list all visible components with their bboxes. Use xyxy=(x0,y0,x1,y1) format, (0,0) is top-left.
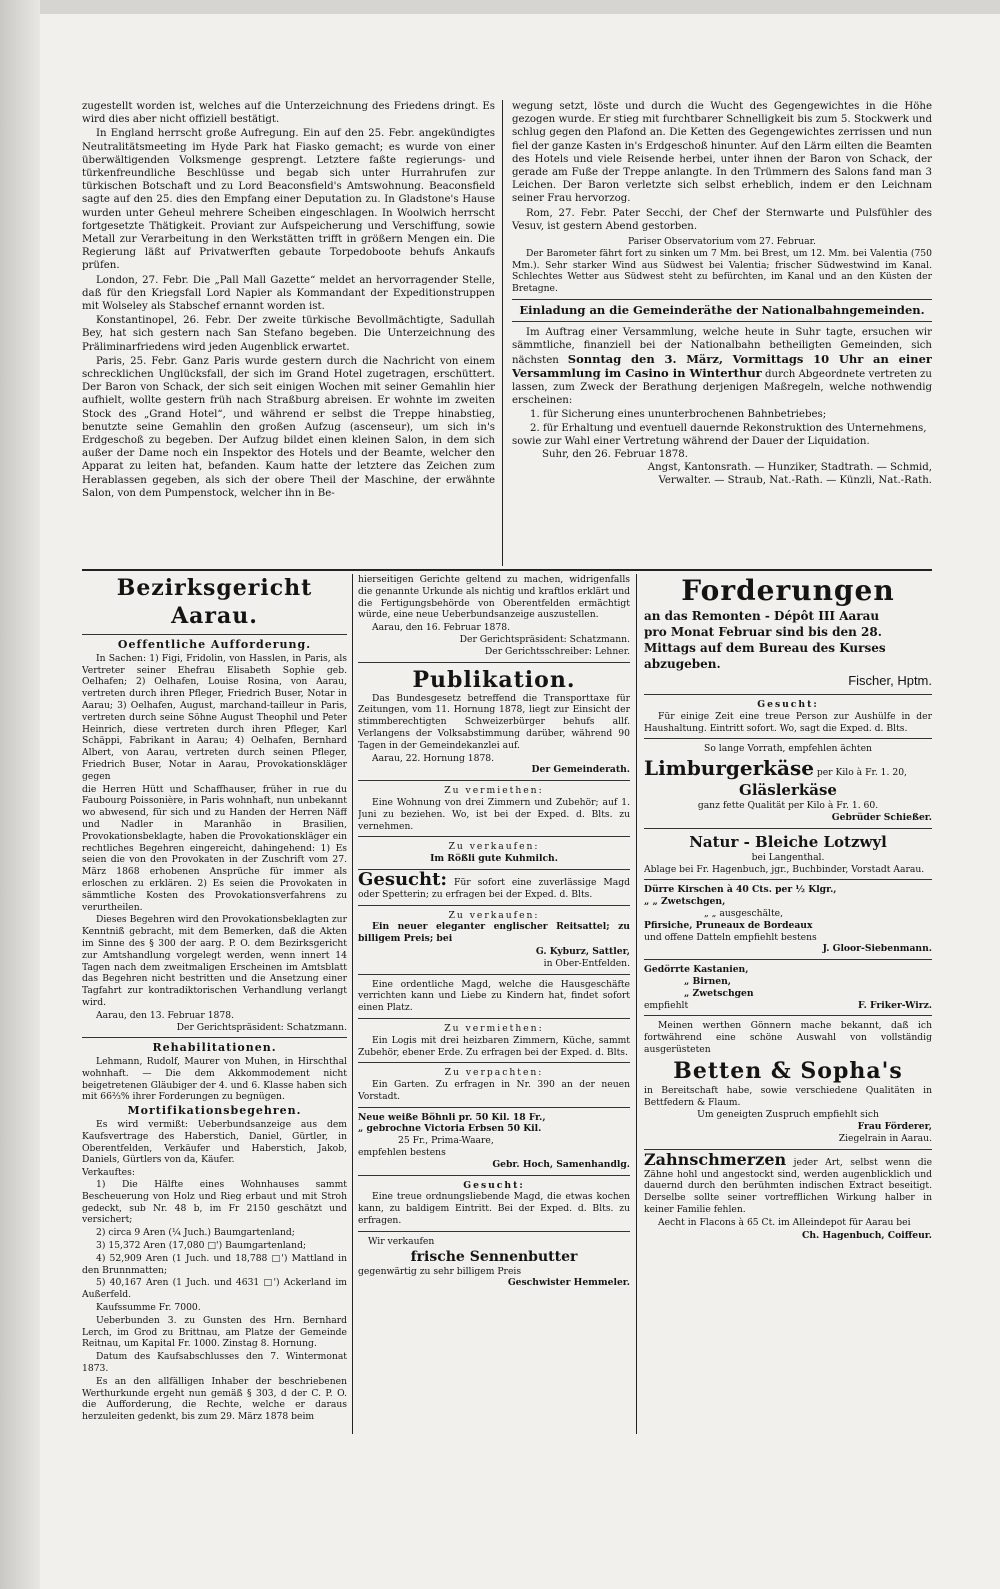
court-text: In Sachen: 1) Figi, Fridolin, von Hasslen, in Paris, als Vertreter seiner Ehefrau Elisabeth Sophie geb. Oelhafen; 2) Oelhafen, Louise Rosina, von Aarau, vertreten durch ihren Pfleger, Friedrich Buser, Notar in Aarau; 3) Oelhafen, August, marchand-tailleur in Paris, vertreten durch seine Söhne August Theophil und Peter Heinrich, diese vertreten durch ihren Pfleger, Karl Schäppi, Fabrikant in Aarau; 4) Oelhafen, Bernhard Albert, von Aarau, vertreten durch seinen Pfleger, Friedrich Buser, Notar in Aarau, Provokationskläger gegen xyxy=(82,652,347,782)
ad-heading: Gesucht: xyxy=(757,699,819,710)
ad-signature: Ziegelrain in Aarau. xyxy=(838,1132,932,1144)
news-paragraph: London, 27. Febr. Die „Pall Mall Gazette“ meldet an hervorragender Stelle, daß für den Kriegsfall Lord Napier als Kommandant der Expeditionstruppen mit Wolseley als Stabschef ernannt worden ist. xyxy=(82,274,495,313)
court-text: Es wird vermißt: Ueberbundsanzeige aus dem Kaufsvertrage des Haberstich, Daniel, Gürtler, in Oberentfelden, Verkäufer und Haberstich, Jakob, Daniels, Gürtlers von da, Käufer. xyxy=(82,1119,347,1166)
invitation-item: 2. für Erhaltung und eventuell dauernde Rekonstruktion des Unternehmens, xyxy=(530,422,927,434)
forderungen-title: Forderungen xyxy=(681,574,895,607)
ad-line: „ Birnen, xyxy=(684,975,731,987)
ad-signature: Geschwister Hemmeler. xyxy=(507,1277,630,1289)
ad-line: Wir verkaufen xyxy=(368,1235,435,1247)
court-item: 2) circa 9 Aren (¼ Juch.) Baumgartenland; xyxy=(96,1227,295,1239)
invitation-body3: sowie zur Wahl einer Vertretung während der Dauer der Liquidation. xyxy=(512,435,870,447)
section-divider xyxy=(82,569,932,571)
news-paragraph: In England herrscht große Aufregung. Ein auf den 25. Febr. angekündigtes Neutralitätsmeeting im Hyde Park hat Fiasko gemacht; es wurde von einer überwältigenden Volksmenge gesprengt. Letztere faßte regierungs- und türkenfreundliche Beschlüsse und begab sich unter Hurrahrufen zur türkischen Botschaft und zu Lord Beaconsfield's Amtswohnung. Beaconsfield sagte auf den 25. dies den Empfang einer Deputation zu. In Gladstone's Hause wurden unter Geheul mehrere Scheiben eingeschlagen. In Woolwich herrscht fortgesetzte Thätigkeit. Proviant zur Aufspeicherung und Verschiffung, sowie Metall zur Verarbeitung in den Werkstätten trifft in größern Mengen ein. Die Regierung läßt auf Privatwerften gebaute Torpedoboote behufs Ankaufs prüfen. xyxy=(82,128,495,272)
ad-signature: J. Gloor-Siebenmann. xyxy=(822,943,932,955)
ad-text: Eine ordentliche Magd, welche die Hausgeschäfte verrichten kann und Liebe zu Kindern hat, findet sofort einen Platz. xyxy=(358,978,630,1014)
middle-column xyxy=(358,574,630,1434)
divider xyxy=(358,1231,630,1232)
ad-text: Eine Wohnung von drei Zimmern und Zubehör; auf 1. Juni zu beziehen. Wo, ist bei der Exped. d. Blts. zu vernehmen. xyxy=(358,796,630,832)
forderungen-line: pro Monat Februar sind bis den 28. xyxy=(644,625,882,639)
divider xyxy=(358,836,630,837)
column-divider xyxy=(636,574,637,1434)
ad-text: Ablage bei Fr. Hagenbuch, jgr., Buchbinder, Vorstadt Aarau. xyxy=(644,863,925,875)
court-item: 5) 40,167 Aren (1 Juch. und 4631 □') Ackerland im Außerfeld. xyxy=(82,1277,347,1301)
ad-line: 25 Fr., Prima-Waare, xyxy=(398,1135,494,1147)
divider xyxy=(644,694,932,695)
ad-line: per Kilo à Fr. 1. 20, xyxy=(816,767,907,779)
invitation-signatures: Angst, Kantonsrath. — Hunziker, Stadtrath. — Schmid, xyxy=(647,462,932,474)
ads-column-right xyxy=(644,574,932,1444)
ad-signature: Gebrüder Schießer. xyxy=(831,811,932,823)
court-item: 4) 52,909 Aren (1 Juch. und 18,788 □') Mattland in den Brunnmatten; xyxy=(82,1252,347,1276)
court-signature: Der Gerichtspräsident: Schatzmann. xyxy=(459,633,630,645)
news-column-left xyxy=(82,100,495,562)
observatory-title: Pariser Observatorium vom 27. Februar. xyxy=(628,236,816,248)
court-date: Aarau, den 16. Februar 1878. xyxy=(372,622,511,634)
court-text: Es an den allfälligen Inhaber der beschriebenen Werthurkunde ergeht nun gemäß § 303, d der C. P. O. die Aufforderung, die Rechte, welche er daraus herzuleiten gedenkt, bis zum 29. März 1878 beim xyxy=(82,1375,347,1423)
news-column-right xyxy=(512,100,932,566)
ad-line: Dürre Kirschen à 40 Cts. per ½ Klgr., xyxy=(644,884,837,896)
natur-title: Natur - Bleiche Lotzwyl xyxy=(689,832,887,851)
divider xyxy=(358,1107,630,1108)
ad-heading: Zu vermiethen: xyxy=(444,785,544,797)
ad-line: „ gebrochne Victoria Erbsen 50 Kil. xyxy=(358,1123,542,1135)
court-item: 1) Die Hälfte eines Wohnhauses sammt Bescheuerung von Holz und Rieg erbaut und mit Stroh gedeckt, sub Nr. 48 b, im Fr 2150 geschätzt und versichert; xyxy=(82,1179,347,1226)
invitation-body: Im Auftrag einer Versammlung, welche heute in Suhr tagte, ersuchen wir sämmtliche, finanziell bei der Nationalbahn betheiligten Gemeinden, sich nächsten xyxy=(512,327,932,366)
divider xyxy=(82,1037,347,1038)
ad-signature: G. Kyburz, Sattler, xyxy=(535,945,630,957)
forderungen-line: Mittags auf dem Bureau des Kurses xyxy=(644,641,886,655)
divider xyxy=(358,974,630,975)
court-text: die Herren Hütt und Schaffhauser, früher in rue du Faubourg Poissonière, in Paris wohnhaft, nun unbekannt wo abwesend, für sich und zu Handen der Herren Näff und Nadler in Maranhão in Brasilien, Provokationsbeklagte, haben die Provokationskläger ein rechtliches Begehren eingereicht, dahingehend: 1) Es seien die von den Provokaten in der Zuschrift vom 27. März 1868 erhobenen Ansprüche für immer als erloschen zu erklären. 2) Es seien die Provokaten in sämmtliche Kosten des Provokationsverfahrens zu verurtheilen. xyxy=(82,783,347,913)
invitation-signatures: Verwalter. — Straub, Nat.-Rath. — Künzli, Nat.-Rath. xyxy=(658,475,932,487)
ad-line: empfiehlt xyxy=(644,999,689,1011)
ad-signature: Frau Förderer, xyxy=(857,1121,932,1133)
court-signature: Der Gerichtspräsident: Schatzmann. xyxy=(176,1021,347,1033)
news-paragraph: Konstantinopel, 26. Febr. Der zweite türkische Bevollmächtigte, Sadullah Bey, hat sich gestern nach San Stefano begeben. Die Unterzeichnung des Präliminarfriedens wird jeden Augenblick erwartet. xyxy=(82,315,495,353)
news-paragraph: zugestellt worden ist, welches auf die Unterzeichnung des Friedens dringt. Es wird dies aber nicht offiziell bestätigt. xyxy=(82,101,495,126)
court-text: Ueberbunden 3. zu Gunsten des Hrn. Bernhard Lerch, im Grod zu Brittnau, am Platze der Gemeinde Reitnau, um Kapital Fr. 1000. Zinstag 8. Hornung. xyxy=(82,1314,347,1350)
divider xyxy=(644,738,932,739)
court-continuation: hierseitigen Gerichte geltend zu machen, widrigenfalls die genannte Urkunde als nichtig und kraftlos erklärt und die Fertigungsbehörde von Oberentfelden ermächtigt würde, eine neue Ueberbundsanzeige auszustellen. xyxy=(358,574,630,621)
ad-line: So lange Vorrath, empfehlen ächten xyxy=(704,743,872,755)
ad-line: gegenwärtig zu sehr billigem Preis xyxy=(358,1265,522,1277)
ad-line: bei Langenthal. xyxy=(751,851,825,863)
court-text: Dieses Begehren wird den Provokationsbeklagten zur Kenntniß gebracht, mit dem Bemerken, daß die Akten im Sinne des § 300 der aarg. P. O. dem Bezirksgericht zur Amtshandlung vorgelegt werden, wenn innert 14 Tagen nach dem zweitmaligen Erscheinen im Amtsblatt das Begehren nicht bestritten und die Ansetzung einer Tagfahrt zur kontradiktorischen Verhandlung verlangt wird. xyxy=(82,914,347,1008)
ad-line: ganz fette Qualität per Kilo à Fr. 1. 60. xyxy=(697,800,879,812)
court-text: Verkauftes: xyxy=(82,1167,135,1179)
divider xyxy=(358,1018,630,1019)
ad-text: Für einige Zeit eine treue Person zur Aushülfe in der Haushaltung. Eintritt sofort. Wo, sagt die Exped. d. Blts. xyxy=(644,710,932,734)
forderungen-line: abzugeben. xyxy=(644,657,721,671)
betten-title: Betten & Sopha's xyxy=(673,1057,903,1084)
court-text: Lehmann, Rudolf, Maurer von Muhen, in Hirschthal wohnhaft. — Die dem Akkommodement nicht beigetretenen Gläubiger der 4. und 6. Klasse haben sich mit 66⅔% ihrer Forderungen zu begnügen. xyxy=(82,1056,347,1103)
divider xyxy=(644,879,932,880)
ad-text: Ein neuer eleganter englischer Reitsattel; zu billigem Preis; bei xyxy=(358,921,630,945)
divider xyxy=(358,780,630,781)
ad-line: „ „ ausgeschälte, xyxy=(704,907,784,919)
ad-line: empfehlen bestens xyxy=(358,1147,446,1159)
column-divider xyxy=(502,100,503,566)
divider xyxy=(644,959,932,960)
divider xyxy=(644,1015,932,1016)
ad-heading: Zu verkaufen: xyxy=(448,841,540,853)
news-paragraph: wegung setzt, löste und durch die Wucht des Gegengewichtes in die Höhe gezogen wurde. Er stieg mit furchtbarer Schnelligkeit bis zum 5. Stockwerk und schlug gegen den Plafond an. Die Ketten des Gegengewichtes zerrissen und nun fiel der ganze Kasten in's Erdgeschoß hinunter. Auf den Lärm eilten die Beamten des Hotels und viele Reisende herbei, unter ihnen der Baron von Schack, der gerade am Fuße der Treppe anlangte. In den Trümmern des Salons fand man 3 Leichen. Der Baron verletzte sich selbst erheblich, indem er den Leichnam seiner Frau hervorzog. xyxy=(512,101,932,205)
ad-heading: Zu verkaufen: xyxy=(448,909,540,921)
ad-text: Im Rößli gute Kuhmilch. xyxy=(430,853,558,865)
ad-signature: Gebr. Hoch, Samenhandlg. xyxy=(492,1158,630,1170)
news-paragraph: Paris, 25. Febr. Ganz Paris wurde gestern durch die Nachricht von einem schrecklichen Unglücksfall, der sich im Grand Hotel zugetragen, erschüttert. Der Baron von Schack, der sich seit einigen Wochen mit seiner Gemahlin hier aufhielt, wollte gestern früh nach Straßburg abreisen. Er wohnte im zweiten Stock des „Grand Hotel“, und während er selbst die Treppe hinabstieg, benutzte seine Gemahlin den großen Aufzug (ascenseur), um sich in's Erdgeschoß zu begeben. Der Aufzug bildet einen kleinen Salon, in dem sich außer der Dame noch ein Inspektor des Hotels und der Beamte, welcher den Apparat zu leiten hat, befanden. Kaum hatte der letztere das Zeichen zum Herablassen gegeben, als sich der obere Theil der Maschine, der erwähnte Salon, von dem Pumpenstock, welcher ihn in Be- xyxy=(82,355,495,499)
court-text: Kaufssumme Fr. 7000. xyxy=(96,1302,201,1314)
forderungen-signature: Fischer, Hptm. xyxy=(848,673,932,688)
court-item: 3) 15,372 Aren (17,080 □') Baumgartenland; xyxy=(96,1240,307,1252)
court-text: Datum des Kaufsabschlusses den 7. Wintermonat 1873. xyxy=(82,1351,347,1375)
column-divider xyxy=(352,574,353,1434)
ad-line: und offene Datteln empfiehlt bestens xyxy=(644,931,817,943)
ad-text: Ein Garten. Zu erfragen in Nr. 390 an der neuen Vorstadt. xyxy=(358,1079,630,1102)
court-title: Bezirksgericht Aarau. xyxy=(116,575,313,629)
court-column xyxy=(82,574,347,1534)
page-binding xyxy=(0,0,40,1589)
ad-text: Für sofort eine zuverlässige Magd oder Spetterin; zu erfragen bei der Exped. d. Blts. xyxy=(358,876,630,900)
ad-heading: Zu verpachten: xyxy=(444,1067,544,1079)
court-subtitle: Mortifikationsbegehren. xyxy=(127,1104,302,1118)
forderungen-line: an das Remonten - Dépôt III Aarau xyxy=(644,609,880,623)
invitation-date: Suhr, den 26. Februar 1878. xyxy=(542,449,688,461)
ad-signature: in Ober-Entfelden. xyxy=(543,957,630,969)
invitation-meeting: Sonntag den 3. März, Vormittags 10 Uhr an einer Versammlung im Casino in Winterthur xyxy=(512,351,932,380)
divider xyxy=(512,321,932,322)
court-date: Aarau, den 13. Februar 1878. xyxy=(96,1009,235,1021)
court-subtitle: Rehabilitationen. xyxy=(152,1041,277,1055)
publication-text: Das Bundesgesetz betreffend die Transporttaxe für Zeitungen, vom 11. Hornung 1878, liegt zur Einsicht der stimmberechtigten Schweizerbürger behufs allf. Verlangens der Volksabstimmung darüber, während 90 Tagen in der Gemeindekanzlei auf. xyxy=(358,692,630,751)
ad-signature: Ch. Hagenbuch, Coiffeur. xyxy=(802,1229,932,1241)
ad-big-line: frische Sennenbutter xyxy=(410,1248,578,1265)
zahnschmerzen-title: Zahnschmerzen xyxy=(644,1149,787,1169)
ad-line: Um geneigten Zuspruch empfiehlt sich xyxy=(697,1109,879,1121)
ad-line: „ „ Zwetschgen, xyxy=(644,896,726,908)
publication-date: Aarau, 22. Hornung 1878. xyxy=(372,752,495,764)
publication-signature: Der Gemeinderath. xyxy=(531,764,630,776)
invitation-item: 1. für Sicherung eines ununterbrochenen Bahnbetriebes; xyxy=(530,409,827,421)
ad-text: jeder Art, selbst wenn die Zähne hohl und angestockt sind, werden augenblicklich und dauernd durch den berühmten indischen Extract beseitigt. Derselbe sollte seiner vortrefflichen Wirkung halber in keiner Familie fehlen. xyxy=(644,1156,932,1215)
divider xyxy=(358,662,630,663)
ad-heading: Gesucht: xyxy=(463,1179,525,1191)
scan-border xyxy=(0,0,1000,14)
ad-heading: Zu vermiethen: xyxy=(444,1022,544,1034)
ad-text: Aecht in Flacons à 65 Ct. im Alleindepot für Aarau bei xyxy=(658,1216,911,1228)
limburger-title: Limburgerkäse xyxy=(644,756,814,781)
divider xyxy=(358,1175,630,1176)
divider xyxy=(82,634,347,635)
divider xyxy=(644,828,932,829)
glaesler-title: Gläslerkäse xyxy=(739,781,837,800)
ad-text: Meinen werthen Gönnern mache bekannt, daß ich fortwährend eine schöne Auswahl von vollständig ausgerüsteten xyxy=(644,1020,932,1055)
divider xyxy=(512,299,932,300)
ad-big-heading: Gesucht: xyxy=(358,868,448,890)
ad-text: in Bereitschaft habe, sowie verschiedene Qualitäten in Bettfedern & Flaum. xyxy=(644,1084,932,1108)
publication-title: Publikation. xyxy=(412,666,576,693)
divider xyxy=(358,1062,630,1063)
court-subtitle: Oeffentliche Aufforderung. xyxy=(117,638,312,651)
observatory-text: Der Barometer fährt fort zu sinken um 7 Mm. bei Brest, um 12. Mm. bei Valentia (750 Mm.). Sehr starker Wind aus Südwest bei Valentia; frischer Südwestwind im Kanal. Schlechtes Wetter aus Südwest steht zu befürchten, im Kanal und an den Küsten der Bretagne. xyxy=(512,247,932,295)
ad-line: Gedörrte Kastanien, xyxy=(644,964,749,976)
invitation-title: Einladung an die Gemeinderäthe der Nationalbahngemeinden. xyxy=(519,303,925,318)
news-paragraph: Rom, 27. Febr. Pater Secchi, der Chef der Sternwarte und Pulsfühler des Vesuv, ist gestern Abend gestorben. xyxy=(512,207,932,232)
ad-signature: F. Friker-Wirz. xyxy=(858,999,932,1011)
ad-line: Neue weiße Böhnli pr. 50 Kil. 18 Fr., xyxy=(358,1111,546,1123)
ad-text: Eine treue ordnungsliebende Magd, die etwas kochen kann, zu baldigem Eintritt. Bei der Exped. d. Blts. zu erfragen. xyxy=(358,1191,630,1227)
invitation-body2: durch Abgeordnete vertreten zu lassen, zum Zweck der Berathung derjenigen Maßregeln, welche nothwendig erscheinen: xyxy=(512,368,932,407)
divider xyxy=(358,905,630,906)
ad-line: „ Zwetschgen xyxy=(684,987,754,999)
court-signature: Der Gerichtsschreiber: Lehner. xyxy=(484,645,630,657)
ad-text: Ein Logis mit drei heizbaren Zimmern, Küche, sammt Zubehör, ebener Erde. Zu erfragen bei der Exped. d. Blts. xyxy=(358,1034,630,1058)
ad-line: Pfirsiche, Pruneaux de Bordeaux xyxy=(644,919,813,931)
